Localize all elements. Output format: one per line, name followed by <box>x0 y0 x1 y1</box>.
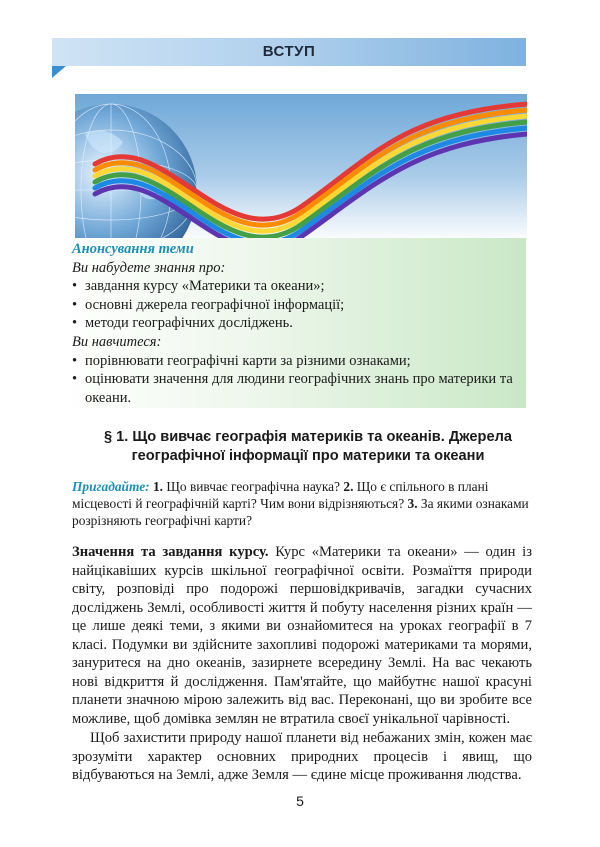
recall-questions: Пригадайте: 1. Що вивчає географічна наука? 2. Що є спільного в плані місцевості й географічній карті? Чим вони відрізняються? 3. За якими ознаками розрізняють географічні карти? <box>72 479 529 528</box>
header-corner-tab <box>52 66 66 78</box>
knowledge-item: • основні джерела географічної інформації; <box>72 296 345 313</box>
paragraph: Щоб захистити природу нашої планети від небажаних змін, кожен має зрозуміти характер основних природних процесів і явищ, що відбуваються на Землі, адже Земля — єдине місце проживання людства. <box>72 730 532 783</box>
recall-question: Що вивчає географічна наука? <box>166 479 341 494</box>
recall-label: Пригадайте: <box>72 479 150 494</box>
page-number: 5 <box>296 793 304 809</box>
knowledge-item: • завдання курсу «Материки та океани»; <box>72 278 325 295</box>
skills-intro: Ви навчитеся: <box>72 333 162 350</box>
section-title: § 1. Що вивчає географія материків та океанів. Джерела географічної інформації про материки та океани <box>104 429 512 464</box>
announcement-heading: Анонсування теми <box>72 241 194 257</box>
chapter-title: ВСТУП <box>262 43 316 60</box>
body-text <box>72 543 532 785</box>
paragraph: Значення та завдання курсу. Курс «Материки та океани» — один із найцікавіших курсів шкільної географічної освіти. Розмаїття природи світу, розповіді про подорожі першовідкривачів, загадки сучасних досліджень Землі, особливості життя й побуту населення різних країн — це лише деякі теми, з якими ви ознайомитеся на уроках географії в 7 класі. Подумки ви здійсните захопливі подорожі материками та морями, зануритеся на дно океанів, зазирнете всередину Землі. На вас чекають нові відкриття й дослідження. Пам'ятайте, що майбутнє нашої красуні планети значною мірою залежить від вас. Переконані, що ви зробите все можливе, щоб домівка землян не втратила своєї унікальної чарівності. <box>72 544 532 727</box>
recall-question: За якими ознаками розрізняють географічні карти? <box>72 496 529 528</box>
banner-illustration <box>75 94 527 242</box>
skill-item: • оцінювати значення для людини географічних знань про материки та океани. <box>72 371 513 406</box>
globe-rainbow-image <box>75 94 527 242</box>
knowledge-item: • методи географічних досліджень. <box>72 315 293 332</box>
announcement-text <box>72 240 524 407</box>
recall-question: Що є спільного в плані місцевості й географічній карті? Чим вони відрізняються? <box>72 479 489 511</box>
paragraph-lead: Значення та завдання курсу. <box>72 544 269 560</box>
skill-item: • порівнювати географічні карти за різними ознаками; <box>72 352 411 369</box>
knowledge-intro: Ви набудете знання про: <box>72 259 226 276</box>
